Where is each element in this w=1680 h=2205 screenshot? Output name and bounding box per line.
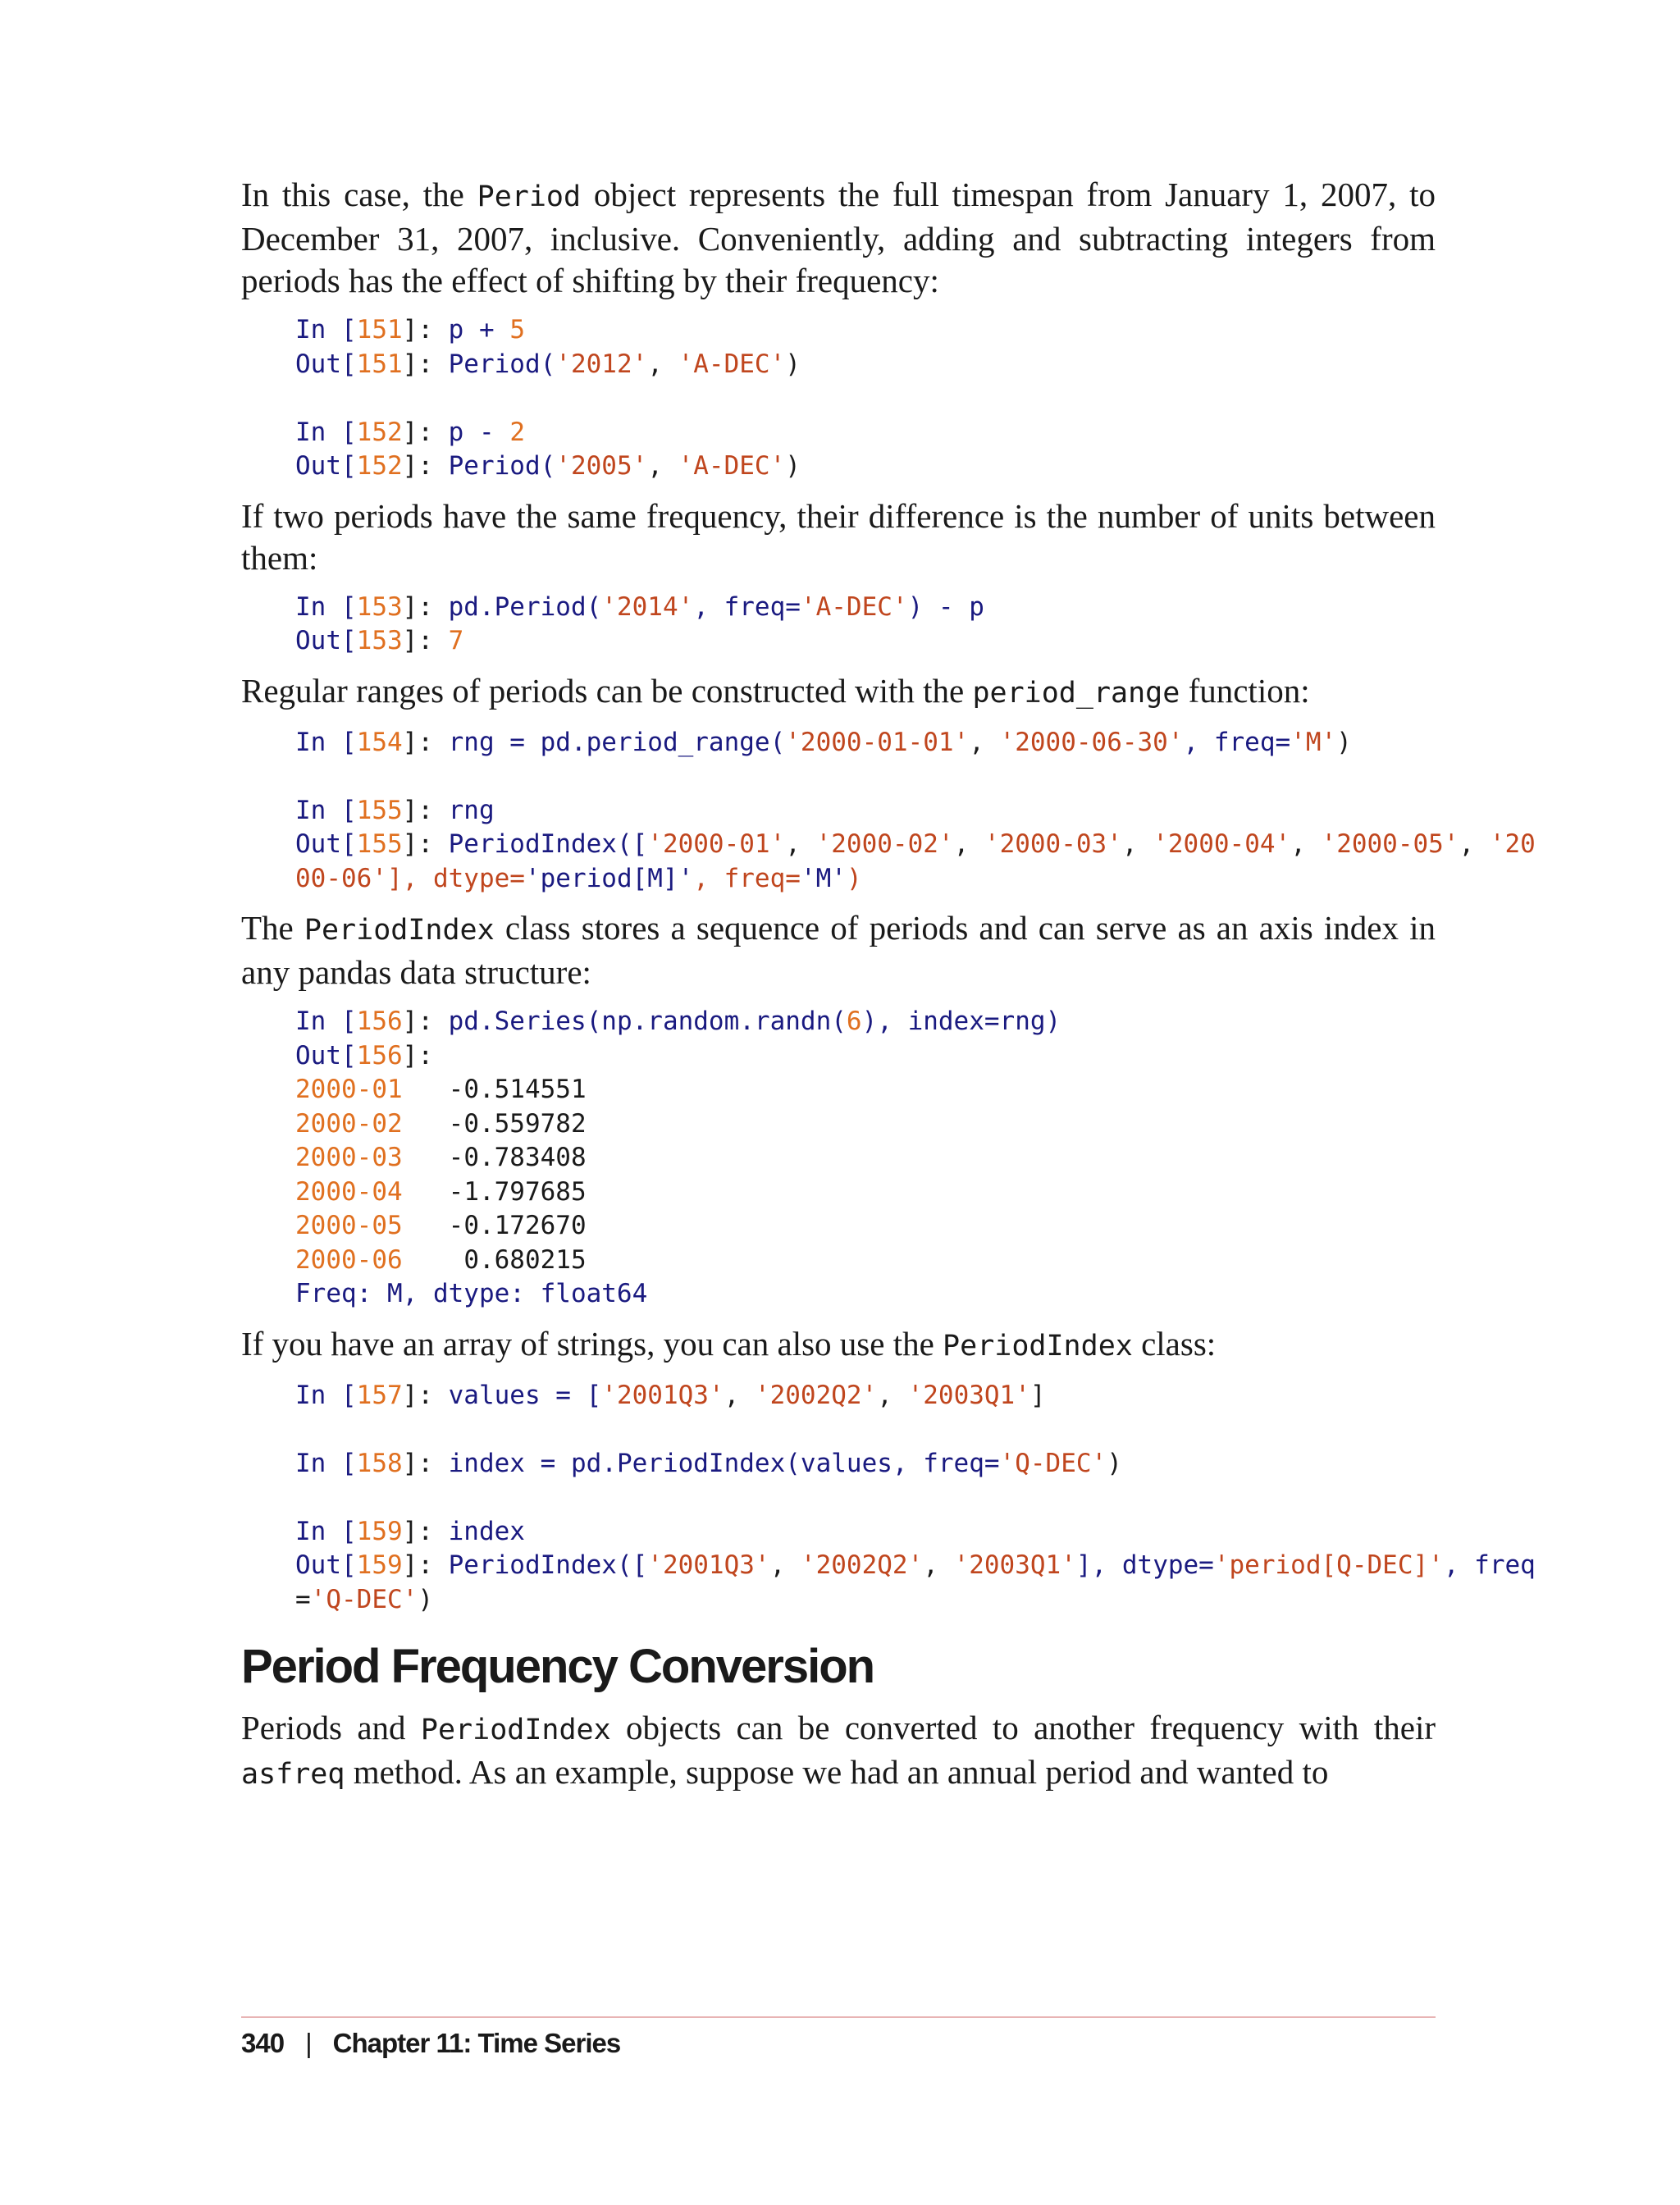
series-index: 2000-02 xyxy=(295,1108,403,1139)
code-block: In [157]: values = ['2001Q3', '2002Q2', '2003Q1'] In [158]: index = pd.PeriodIndex(values, freq='Q-DEC') In [159]: index Out[159]: PeriodIndex(['2001Q3', '2002Q2', '2003Q1'], dtype='period[Q-DEC]', freq ='Q-DEC') xyxy=(295,1380,1536,1614)
paragraph: In this case, the Period object represents the full timespan from January 1, 2007, to December 31, 2007, inclusive. Conveniently, adding and subtracting integers from periods has the effect of shifting by their frequency: xyxy=(241,176,1436,299)
code-block: In [154]: rng = pd.period_range('2000-01-01', '2000-06-30', freq='M') In [155]: rng Out[155]: PeriodIndex(['2000-01', '2000-02', '2000-03', '2000-04', '2000-05', '20 00-06'], dtype='period[M]', freq='M') xyxy=(295,727,1536,893)
series-index: 2000-03 xyxy=(295,1143,403,1172)
inline-code: asfreq xyxy=(241,1758,345,1791)
series-index: 2000-06 xyxy=(295,1244,403,1275)
paragraph: If two periods have the same frequency, their difference is the number of units between them: xyxy=(241,496,1436,577)
series-index: 2000-01 xyxy=(295,1075,403,1104)
inline-code: period_range xyxy=(972,676,1180,710)
series-index: 2000-05 xyxy=(295,1211,403,1240)
inline-code: PeriodIndex xyxy=(943,1329,1133,1363)
page-content xyxy=(241,174,1536,1796)
paragraph: Regular ranges of periods can be constructed with the period_range function: xyxy=(241,671,1310,710)
series-index: 2000-04 xyxy=(295,1176,403,1207)
footer-separator: | xyxy=(305,2028,312,2058)
inline-code: PeriodIndex xyxy=(420,1714,611,1746)
code-block: In [156]: pd.Series(np.random.randn(6), index=rng) Out[156]: 2000-01 -0.514551 2000-02 -0.559782 2000-03 -0.783408 2000-04 -1.797685 2000-05 -0.172670 2000-06 0.680215 Freq: M, dtype: float64 xyxy=(295,1007,1061,1308)
series-value: -0.559782 xyxy=(448,1108,587,1139)
code-block: In [153]: pd.Period('2014', freq='A-DEC') - p Out[153]: 7 xyxy=(295,591,984,655)
paragraph: If you have an array of strings, you can also use the PeriodIndex class: xyxy=(241,1324,1217,1363)
chapter-title: Chapter 11: Time Series xyxy=(332,2028,621,2058)
code-block: In [151]: p + 5 Out[151]: Period('2012', 'A-DEC') In [152]: p - 2 Out[152]: Period('2005', 'A-DEC') xyxy=(295,315,801,481)
page-footer xyxy=(241,2028,620,2059)
inline-code: Period xyxy=(477,180,582,213)
series-value: -0.783408 xyxy=(448,1143,587,1172)
series-value: -1.797685 xyxy=(448,1176,587,1207)
inline-code: PeriodIndex xyxy=(304,914,495,947)
page-number: 340 xyxy=(241,2028,285,2058)
paragraph: Periods and PeriodIndex objects can be converted to another frequency with their asfreq method. As an example, suppose we had an annual period and wanted to xyxy=(241,1709,1436,1791)
series-value: -0.172670 xyxy=(448,1211,587,1240)
section-heading: Period Frequency Conversion xyxy=(241,1640,874,1693)
series-value: -0.514551 xyxy=(448,1075,587,1104)
series-value: 0.680215 xyxy=(448,1244,587,1275)
footer-divider xyxy=(241,2016,1436,2018)
paragraph: The PeriodIndex class stores a sequence of periods and can serve as an axis index in any pandas data structure: xyxy=(241,909,1436,991)
series-footer: Freq: M, dtype: float64 xyxy=(295,1279,648,1308)
